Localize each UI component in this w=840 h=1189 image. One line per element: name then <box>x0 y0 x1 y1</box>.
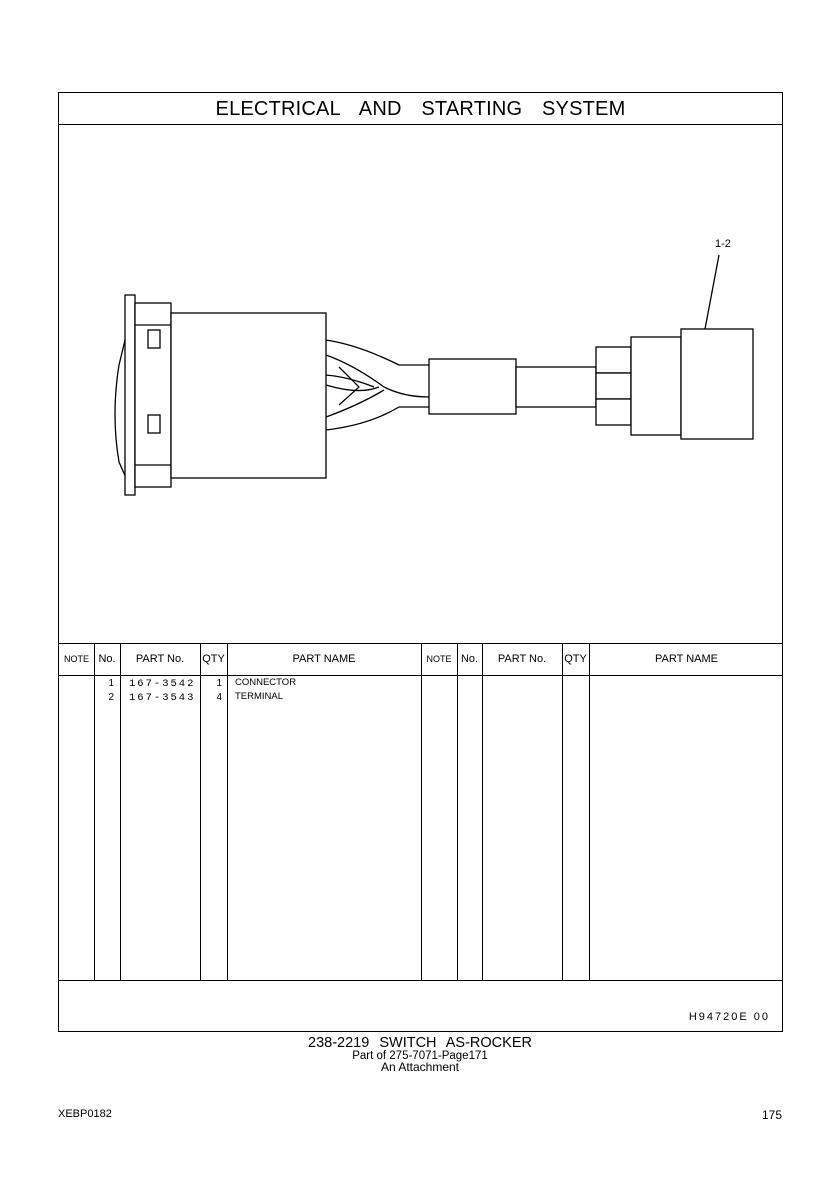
parts-page-frame <box>58 92 783 1032</box>
header-part-no-right: PART No. <box>497 653 547 665</box>
row-2-qty: 4 <box>216 692 222 703</box>
header-qty: QTY <box>202 653 225 665</box>
assembly-type: An Attachment <box>380 1060 460 1074</box>
header-part-name-right: PART NAME <box>655 653 718 665</box>
page-title: ELECTRICAL AND STARTING SYSTEM <box>59 93 782 125</box>
row-2-part-name: TERMINAL <box>235 691 284 702</box>
row-1-part-no: 167-3542 <box>129 678 196 690</box>
switch-assembly-drawing <box>59 125 784 643</box>
header-qty-right: QTY <box>564 653 587 665</box>
parts-illustration <box>59 125 782 643</box>
row-1-part-name: CONNECTOR <box>235 677 297 688</box>
parts-table <box>59 643 782 980</box>
illustration-code-band <box>59 980 782 1031</box>
row-2-part-no: 167-3543 <box>129 692 196 704</box>
header-part-name: PART NAME <box>292 653 356 665</box>
assembly-title: 238-2219 SWITCH AS-ROCKER <box>308 1035 532 1051</box>
assembly-parent: Part of 275-7071-Page171 <box>352 1050 488 1062</box>
row-1-no: 1 <box>108 678 114 689</box>
header-note-right: NOTE <box>426 654 452 664</box>
row-2-no: 2 <box>108 692 114 703</box>
row-1-qty: 1 <box>216 678 222 689</box>
illustration-code: H94720E 00 <box>688 1011 770 1023</box>
callout-label: 1-2 <box>715 238 731 250</box>
header-part-no: PART No. <box>135 653 185 665</box>
header-no: No. <box>98 653 116 665</box>
document-id: XEBP0182 <box>58 1108 112 1120</box>
header-no-right: No. <box>460 653 479 665</box>
header-note: NOTE <box>63 654 89 664</box>
page-number: 175 <box>761 1108 782 1122</box>
